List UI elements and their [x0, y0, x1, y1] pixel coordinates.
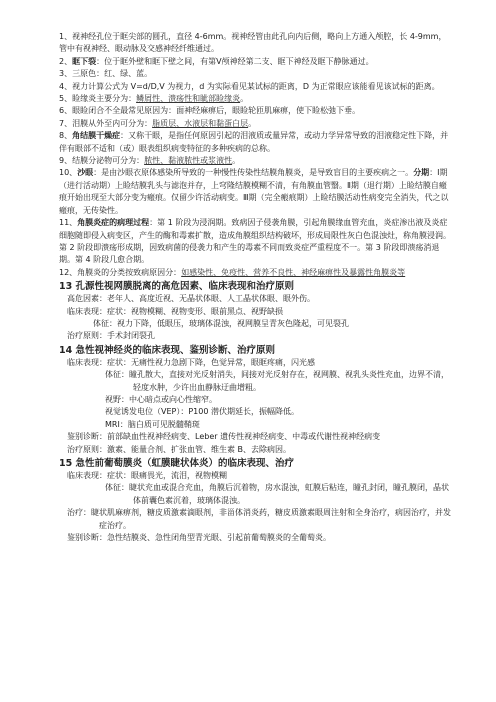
section-14-line: 鉴别诊断：前部缺血性视神经病变、Leber 遗传性视神经病变、中毒或代谢性视神经病变	[67, 432, 381, 442]
item-text: ：是由沙眼衣原体感染所导致的一种慢性传染性结膜角膜炎，是导致盲目的主要疾病之一。	[93, 168, 414, 178]
section-13-line: 治疗原则：手术封闭裂孔	[67, 331, 155, 341]
section-14-line: 临床表现：症状：无痛性视力急剧下降，色觉异常，眼眶疼痛，闪光感	[67, 357, 315, 367]
document-page	[59, 31, 453, 544]
section-13-title: 13 孔源性视网膜脱离的高危因素、临床表现和治疗原则	[59, 281, 295, 293]
term-bold: 角膜炎症的病理过程	[77, 218, 150, 228]
item-8	[59, 130, 453, 155]
section-14-line: 体征：瞳孔散大，直接对光反射消失，间接对光反射存在，视网膜、视乳头炎性充血，边界不清，轻度水肿，少许出血静脉迂曲增粗。	[105, 370, 449, 392]
term-bold: 分期	[413, 168, 430, 178]
section-15-line: 临床表现：症状：眼痛畏光，流泪，视物模糊	[67, 471, 227, 480]
item-text: 3、三原色：红、绿、蓝。	[59, 69, 153, 79]
section-14-title: 14 急性视神经炎的临床表现、鉴别诊断、治疗原则	[59, 344, 276, 356]
underlined-answer: 脓性、黏液脓性或浆液性	[144, 156, 233, 166]
term-bold: 角结膜干燥症	[72, 131, 121, 141]
section-15-line: 鉴别诊断：急性结膜炎、急性闭角型青光眼、引起前葡萄膜炎的全葡萄炎。	[67, 533, 331, 543]
section-14-line: 视野：中心暗点或向心性缩窄。	[105, 394, 217, 404]
item-text: ：位于眶外壁和眶下壁之间，有第Ⅴ颅神经第二支、眶下神经及眶下静脉通过。	[96, 56, 374, 66]
item-number: 11、	[59, 218, 78, 228]
item-2	[59, 56, 453, 68]
item-text: 5、睑缘炎主要分为：	[59, 94, 137, 104]
section-13-line: 体征：视力下降，低眼压，玻璃体混浊，视网膜呈青灰色隆起，可见裂孔	[93, 318, 349, 328]
item-1	[59, 31, 453, 56]
item-7	[59, 118, 453, 130]
section-13-line: 高危因素：老年人、高度近视、无晶状体眼、人工晶状体眼、眼外伤。	[67, 294, 315, 304]
term-bold: 眶下裂	[72, 56, 97, 66]
item-number: 10、	[59, 168, 78, 178]
section-15-title: 15 急性前葡萄膜炎（虹膜睫状体炎）的临床表现、治疗	[59, 458, 295, 469]
item-12	[59, 267, 453, 279]
item-text: 6、眼睑闭合不全最常见原因为：面神经麻痹后，眼睑轮匝肌麻痹，使下睑松弛下垂。	[59, 106, 361, 116]
item-text: ：Ⅰ期（进行活动期）上睑结膜乳头与滤泡并存，上穹隆结膜模糊不清，有角膜血管翳。Ⅱ期（退行期）上睑结膜自瘢痕开始出现至大部分变为瘢痕。仅留少许活动病变。Ⅲ期（完全瘢痕期）上睑结膜活动性病变完全消失，代之以瘢痕，无传染性。	[59, 168, 449, 215]
term-bold: 沙眼	[77, 168, 94, 178]
section-15-line: 体征：睫状充血或混合充血，角膜后沉着物，房水混浊，虹膜后粘连，瞳孔封闭，瞳孔膜闭，晶状体前囊色素沉着，玻璃体混浊。	[105, 483, 449, 505]
item-text: 7、泪膜从外至内可分为：	[59, 118, 153, 128]
section-14-line: MRI：脑白质可见脱髓鞘斑	[105, 419, 200, 429]
item-10	[59, 167, 453, 217]
item-text: 12、角膜炎的分类按致病原因分：	[59, 267, 182, 277]
section-13-line: 临床表现：症状：视物模糊、视物变形、眼前黑点、视野缺损	[67, 306, 283, 316]
item-4	[59, 81, 453, 93]
item-text: 4、视力计算公式为 V=d/D,V 为视力，d 为实际看见某试标的距离，D 为正常眼应该能看见该试标的距离。	[59, 81, 440, 91]
item-6	[59, 105, 453, 117]
section-14-line: 治疗原则：激素、能量合剂、扩张血管、维生素 B、去除病因。	[67, 444, 292, 454]
item-text: 9、结膜分泌物可分为：	[59, 156, 145, 166]
item-5	[59, 93, 453, 105]
item-text: 。	[248, 118, 257, 128]
item-text: ：又称干眼，是指任何原因引起的泪液质或量异常，或动力学异常导致的泪液稳定性下降，并伴有眼部不适和（或）眼表组织病变特征的多种疾病的总称。	[59, 131, 449, 153]
item-9	[59, 155, 453, 167]
section-15-line: 治疗：睫状肌麻痹剂，糖皮质激素滴眼剂，非甾体消炎药，糖皮质激素眼周注射和全身治疗，病因治疗，并发症治疗。	[67, 508, 451, 530]
underlined-answer: 脂质层、水液层和黏蛋白层	[152, 118, 249, 128]
underlined-answer: 如感染性、免疫性、营养不良性、神经麻痹性及暴露性角膜炎等	[181, 267, 406, 277]
item-number: 2、	[59, 56, 73, 66]
item-number: 8、	[59, 131, 73, 141]
item-3	[59, 68, 453, 80]
item-text: 。	[240, 94, 249, 104]
item-text: 。	[232, 156, 241, 166]
underlined-answer: 鳞屑性、溃疡性和眦部睑缘炎	[136, 94, 241, 104]
item-text: ：第 1 阶段为浸润期。致病因子侵袭角膜，引起角膜缘血管充血，炎症渗出液及炎症细胞随即侵入病变区，产生的酶和毒素扩散，造成角膜组织结构破坏，形成局限性灰白色混浊灶，称角膜浸润。第 2 阶段即溃疡形成期，因致病菌的侵袭力和产生的毒素不同而致炎症严重程度不一。第 3 阶段即溃疡消退期。第 4 阶段几愈合期。	[59, 218, 451, 265]
section-14-line: 视觉诱发电位（VEP）：P100 潜伏期延长，振幅降低。	[105, 407, 299, 417]
item-text: 1、视神经孔位于眶尖部的圆孔，直径 4-6mm。视神经管由此孔向内后侧，略向上方通入颅腔，长 4-9mm，管中有视神经、眼动脉及交感神经纤维通过。	[59, 32, 447, 54]
item-11	[59, 217, 453, 267]
